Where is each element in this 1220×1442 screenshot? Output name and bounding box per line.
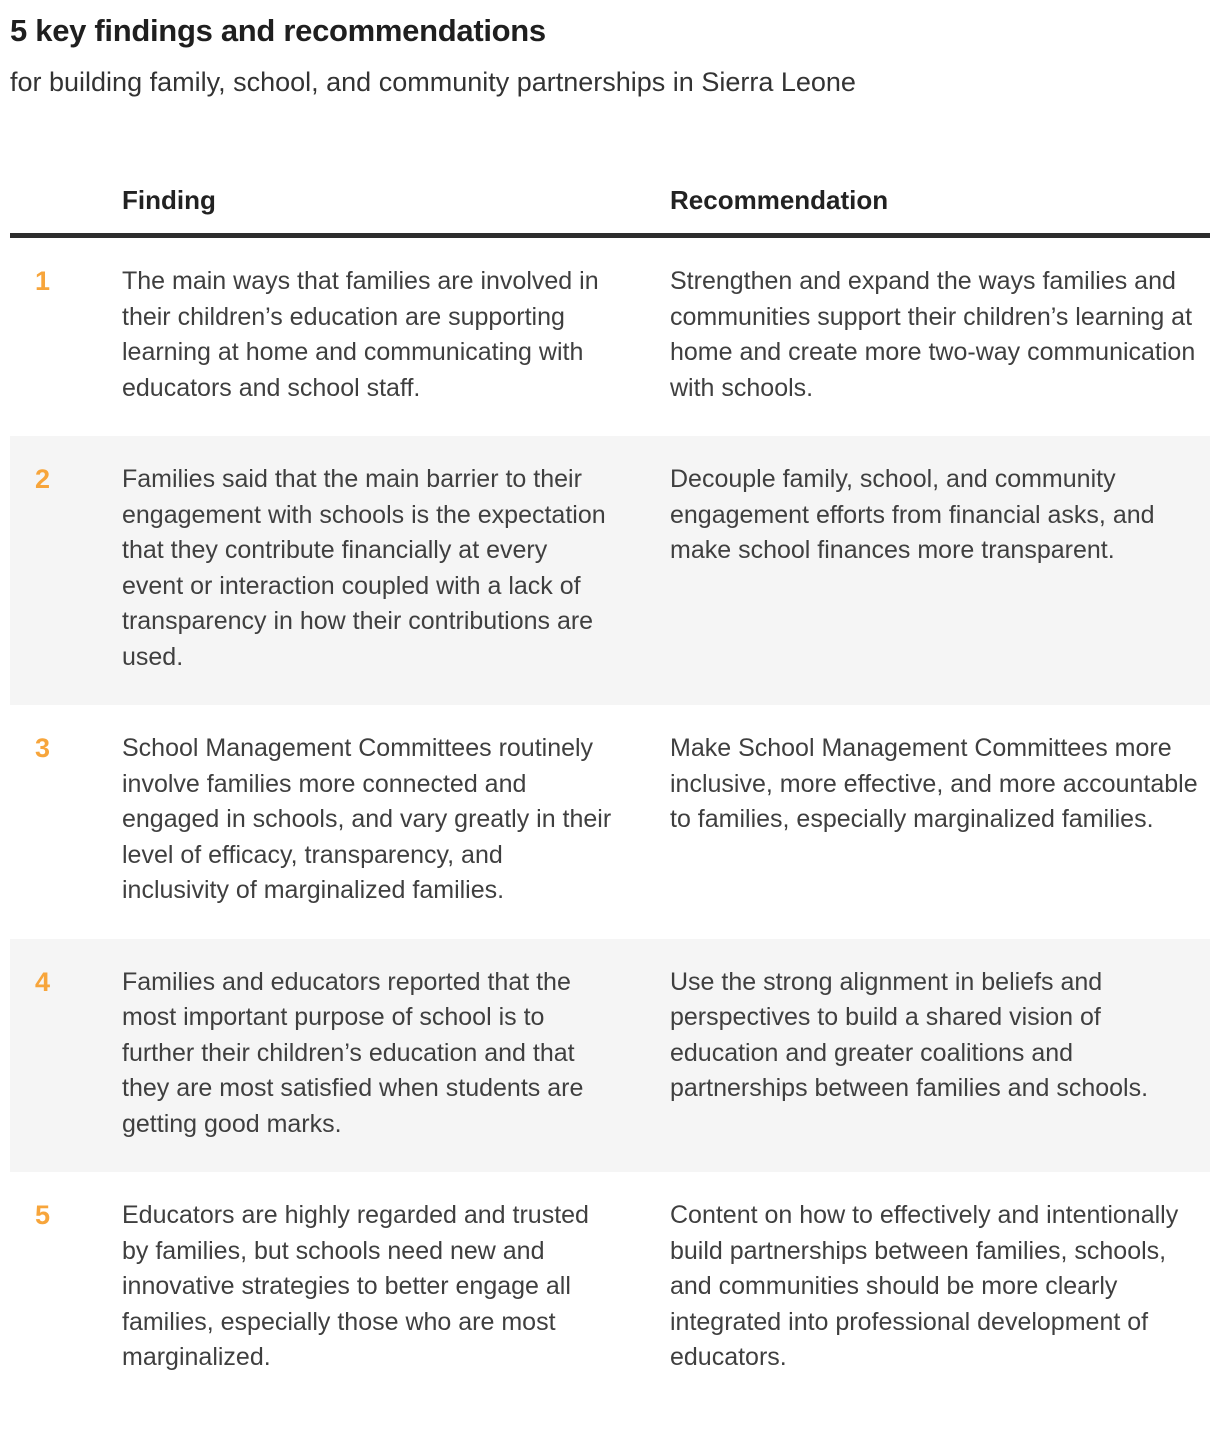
finding-text: The main ways that families are involved in their children’s education are supporting learning at home and communicating with educators and school staff.: [122, 267, 599, 402]
recommendation-text: Make School Management Committees more inclusive, more effective, and more accountable to families, especially marginalized families.: [670, 734, 1198, 833]
findings-table: [10, 185, 1210, 1406]
table-header-row: [10, 185, 1210, 233]
table-row: [10, 939, 1210, 1173]
row-number: 1: [35, 266, 51, 296]
page-subtitle: for building family, school, and community partnerships in Sierra Leone: [10, 67, 856, 97]
row-number: 3: [35, 733, 51, 763]
table-row: [10, 436, 1210, 705]
page-title: 5 key findings and recommendations: [10, 13, 546, 48]
table-row: [10, 705, 1210, 939]
recommendation-text: Strengthen and expand the ways families and communities support their children’s learning at home and create more two-way communication with schools.: [670, 267, 1196, 402]
column-header-recommendation: Recommendation: [670, 185, 889, 215]
recommendation-text: Content on how to effectively and intentionally build partnerships between families, schools, and communities should be more clearly integrated into professional development of educators.: [670, 1201, 1179, 1371]
table-row: [10, 238, 1210, 436]
header-spacer: [10, 185, 122, 215]
recommendation-text: Use the strong alignment in beliefs and perspectives to build a shared vision of education and greater coalitions and partnerships between families and schools.: [670, 967, 1149, 1102]
finding-text: Families said that the main barrier to their engagement with schools is the expectation that they contribute financially at every event or interaction coupled with a lack of transparency in how their contributions are used.: [122, 465, 606, 671]
finding-text: Educators are highly regarded and trusted by families, but schools need new and innovative strategies to better engage all families, especially those who are most marginalized.: [122, 1201, 589, 1371]
row-number: 5: [35, 1200, 51, 1230]
finding-text: School Management Committees routinely involve families more connected and engaged in schools, and vary greatly in their level of efficacy, transparency, and inclusivity of marginalized families.: [122, 734, 612, 904]
finding-text: Families and educators reported that the most important purpose of school is to further their children’s education and that they are most satisfied when students are getting good marks.: [122, 967, 584, 1138]
recommendation-text: Decouple family, school, and community engagement efforts from financial asks, and make school finances more transparent.: [670, 465, 1155, 564]
column-header-finding: Finding: [122, 185, 216, 215]
row-number: 2: [35, 464, 51, 494]
table-row: [10, 1172, 1210, 1406]
row-number: 4: [35, 966, 51, 997]
